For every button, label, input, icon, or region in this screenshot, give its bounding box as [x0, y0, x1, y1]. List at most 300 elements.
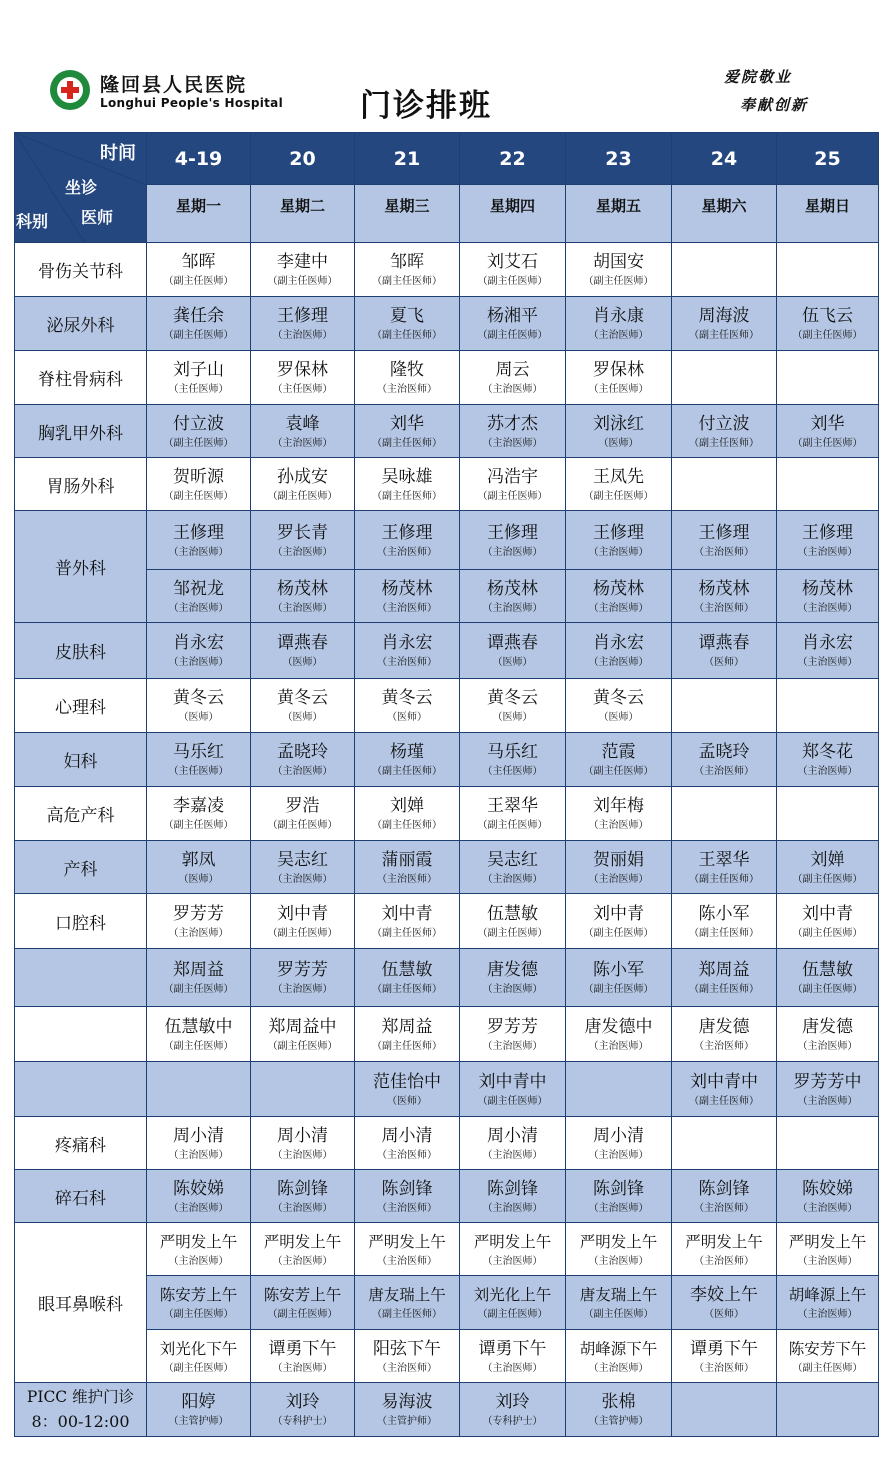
schedule-cell: [355, 1383, 460, 1437]
doctor-title: （副主任医师）: [792, 1362, 863, 1374]
schedule-cell: [147, 1007, 251, 1062]
date-header-row: [15, 133, 879, 185]
schedule-cell: [460, 405, 566, 458]
doctor-name: 刘光化上午: [473, 1286, 552, 1304]
doctor-name: 刘中青: [277, 903, 328, 924]
doctor-title: （副主任医师）: [583, 984, 654, 995]
schedule-cell: [460, 458, 566, 511]
doctor-name: 肖永宏: [381, 633, 433, 653]
schedule-cell: [355, 458, 460, 511]
schedule-cell: [251, 949, 355, 1007]
schedule-cell: [147, 1062, 251, 1117]
doctor-title: （副主任医师）: [792, 437, 863, 449]
schedule-cell: [777, 623, 879, 679]
doctor-name: 周小清: [593, 1125, 644, 1146]
schedule-cell: [355, 1117, 460, 1170]
doctor-name: 陈小军: [698, 903, 750, 924]
schedule-cell: [355, 297, 460, 351]
schedule-cell: [251, 570, 355, 623]
doctor-title: （副主任医师）: [372, 437, 442, 449]
doctor-name: 范佳怡中: [373, 1071, 441, 1092]
doctor-title: （副主任医师）: [583, 276, 654, 287]
doctor-title: （主治医师）: [168, 927, 229, 939]
doctor-name: 刘泳红: [593, 413, 644, 434]
schedule-cell: [251, 1276, 355, 1330]
schedule-row: [15, 1062, 879, 1117]
schedule-cell: [777, 1007, 879, 1062]
corner-doctor-label: 医师: [81, 208, 114, 227]
doctor-name: 黄冬云: [173, 688, 224, 708]
date-cell: 24: [672, 133, 777, 185]
schedule-cell: [251, 511, 355, 570]
doctor-name: 刘中青中: [690, 1071, 758, 1092]
doctor-name: 严明发上午: [685, 1232, 763, 1251]
schedule-cell: [566, 733, 672, 787]
doctor-title: （副主任医师）: [583, 766, 654, 777]
doctor-title: （主治医师）: [377, 1202, 437, 1214]
doctor-name: 刘中青: [802, 903, 853, 924]
department-label: 泌尿外科: [46, 316, 115, 336]
doctor-title: （主任医师）: [482, 766, 543, 777]
schedule-cell: [460, 1223, 566, 1276]
weekday-cell: 星期日: [777, 185, 879, 243]
schedule-cell: [147, 458, 251, 511]
doctor-name: 陈安芳下午: [788, 1339, 867, 1358]
schedule-cell: [251, 351, 355, 405]
schedule-cell: [460, 511, 566, 570]
doctor-title: （医师）: [492, 657, 533, 668]
doctor-title: （主治医师）: [694, 1362, 754, 1374]
schedule-cell: [777, 1170, 879, 1223]
doctor-title: （主治医师）: [168, 602, 229, 614]
schedule-cell: [777, 733, 879, 787]
doctor-name: 刘婵: [390, 796, 424, 816]
schedule-cell: [147, 949, 251, 1007]
doctor-title: （副主任医师）: [163, 490, 234, 502]
schedule-cell: [672, 949, 777, 1007]
schedule-row: [15, 1223, 879, 1276]
doctor-title: （副主任医师）: [477, 276, 548, 287]
doctor-title: （副主任医师）: [689, 437, 759, 449]
schedule-cell: [251, 297, 355, 351]
schedule-cell: [777, 679, 879, 733]
corner-dept-label: 科别: [16, 212, 49, 231]
doctor-name: 马乐红: [173, 742, 224, 762]
schedule-cell: [672, 1170, 777, 1223]
doctor-title: （副主任医师）: [792, 927, 863, 939]
date-cell: 4-19: [147, 133, 251, 185]
doctor-title: （专科护士）: [272, 1416, 333, 1427]
doctor-name: 王修理: [802, 522, 853, 543]
doctor-name: 肖永宏: [802, 633, 853, 653]
doctor-name: 谭燕春: [277, 633, 328, 653]
department-cell: [15, 511, 147, 623]
doctor-name: 贺丽娟: [593, 849, 644, 870]
doctor-title: （主治医师）: [168, 546, 229, 558]
doctor-name: 吴志红: [277, 849, 328, 870]
doctor-name: 范霞: [601, 742, 636, 762]
schedule-cell: [672, 351, 777, 405]
schedule-cell: [566, 1007, 672, 1062]
doctor-name: 邹祝龙: [173, 578, 224, 599]
doctor-name: 严明发上午: [159, 1232, 238, 1251]
doctor-title: （主治医师）: [272, 766, 333, 777]
doctor-name: 邹晖: [181, 252, 216, 272]
schedule-cell: [460, 297, 566, 351]
schedule-cell: [355, 787, 460, 841]
doctor-name: 刘华: [810, 413, 845, 434]
schedule-cell: [251, 458, 355, 511]
schedule-cell: [777, 570, 879, 623]
doctor-name: 罗保林: [593, 360, 644, 380]
schedule-cell: [566, 1330, 672, 1383]
doctor-title: （主治医师）: [168, 1202, 229, 1214]
schedule-cell: [566, 623, 672, 679]
doctor-name: 袁峰: [285, 413, 320, 434]
doctor-name: 隆牧: [390, 360, 424, 380]
doctor-name: 谭勇下午: [268, 1338, 337, 1359]
schedule-row: [15, 1170, 879, 1223]
schedule-cell: [147, 841, 251, 894]
schedule-cell: [355, 243, 460, 297]
department-label: 口腔科: [55, 913, 106, 934]
schedule-cell: [460, 949, 566, 1007]
doctor-name: 杨茂林: [487, 578, 538, 599]
doctor-name: 伍慧敏: [381, 960, 433, 980]
doctor-title: （主管护师）: [377, 1416, 437, 1427]
department-label: 脊柱骨病科: [38, 370, 123, 390]
schedule-cell: [251, 733, 355, 787]
schedule-cell: [147, 351, 251, 405]
doctor-title: （主治医师）: [694, 766, 754, 777]
schedule-cell: [355, 679, 460, 733]
department-label: PICC 维护门诊: [26, 1388, 135, 1406]
schedule-cell: [251, 1170, 355, 1223]
doctor-title: （主治医师）: [377, 602, 437, 614]
doctor-title: （副主任医师）: [267, 276, 338, 287]
schedule-cell: [147, 243, 251, 297]
doctor-title: （主治医师）: [377, 657, 437, 668]
schedule-cell: [566, 511, 672, 570]
department-cell: [15, 1223, 147, 1383]
doctor-name: 陈安芳上午: [159, 1286, 238, 1304]
department-cell: [15, 949, 147, 1007]
schedule-cell: [672, 1117, 777, 1170]
doctor-title: （副主任医师）: [163, 276, 234, 287]
doctor-title: （主治医师）: [272, 1362, 333, 1374]
schedule-cell: [355, 1170, 460, 1223]
schedule-cell: [355, 1007, 460, 1062]
doctor-name: 吴咏雄: [381, 466, 433, 487]
schedule-cell: [460, 841, 566, 894]
motto-line-1: 爱院敬业: [724, 68, 793, 86]
doctor-title: （主治医师）: [272, 1255, 333, 1267]
doctor-name: 陈剑锋: [487, 1178, 538, 1199]
schedule-cell: [672, 733, 777, 787]
doctor-name: 刘年梅: [593, 796, 644, 816]
schedule-cell: [147, 511, 251, 570]
schedule-cell: [777, 894, 879, 949]
doctor-name: 夏飞: [390, 306, 424, 326]
schedule-cell: [251, 787, 355, 841]
schedule-cell: [672, 623, 777, 679]
doctor-title: （主治医师）: [694, 1040, 754, 1052]
schedule-cell: [460, 1330, 566, 1383]
schedule-cell: [672, 1062, 777, 1117]
doctor-title: （副主任医师）: [267, 1309, 338, 1320]
doctor-title: （副主任医师）: [372, 766, 442, 777]
doctor-title: （副主任医师）: [477, 927, 548, 939]
department-label: 高危产科: [46, 806, 115, 826]
doctor-title: （主治医师）: [588, 873, 649, 885]
doctor-title: （主治医师）: [168, 1255, 229, 1267]
schedule-cell: [460, 351, 566, 405]
doctor-title: （主任医师）: [272, 384, 333, 395]
weekday-cell: 星期六: [672, 185, 777, 243]
doctor-name: 伍飞云: [802, 306, 853, 326]
doctor-title: （副主任医师）: [163, 437, 234, 449]
date-cell: 20: [251, 133, 355, 185]
schedule-cell: [147, 570, 251, 623]
doctor-title: （副主任医师）: [267, 820, 338, 831]
doctor-title: （主治医师）: [797, 1095, 858, 1107]
schedule-cell: [460, 733, 566, 787]
doctor-title: （主治医师）: [588, 1040, 649, 1052]
doctor-title: （副主任医师）: [477, 820, 548, 831]
department-cell: [15, 458, 147, 511]
corner-time-label: 时间: [100, 143, 136, 164]
schedule-cell: [355, 405, 460, 458]
doctor-name: 唐发德: [487, 960, 538, 980]
doctor-name: 郑周益: [381, 1016, 433, 1037]
doctor-name: 胡峰源上午: [788, 1286, 867, 1304]
doctor-name: 李姣上午: [690, 1285, 758, 1305]
doctor-name: 伍慧敏: [487, 903, 538, 924]
schedule-row: [15, 405, 879, 458]
doctor-name: 杨湘平: [487, 306, 538, 326]
doctor-name: 王凤先: [593, 466, 644, 487]
doctor-name: 孟晓玲: [277, 742, 328, 762]
doctor-title: （主治医师）: [588, 330, 649, 341]
doctor-title: （主管护师）: [588, 1416, 649, 1427]
schedule-row: [15, 1383, 879, 1437]
doctor-title: （主治医师）: [377, 1149, 437, 1161]
department-cell: [15, 894, 147, 949]
hospital-logo-icon: [50, 70, 90, 110]
doctor-name: 唐发德中: [584, 1016, 653, 1037]
doctor-title: （副主任医师）: [372, 1309, 442, 1320]
schedule-cell: [147, 1223, 251, 1276]
doctor-name: 张棉: [601, 1392, 636, 1412]
doctor-name: 伍慧敏中: [164, 1016, 233, 1037]
doctor-name: 伍慧敏: [802, 960, 853, 980]
doctor-title: （副主任医师）: [477, 1095, 548, 1107]
doctor-name: 杨茂林: [277, 578, 328, 599]
doctor-name: 杨茂林: [381, 578, 433, 599]
doctor-name: 刘玲: [495, 1392, 530, 1412]
doctor-name: 罗芳芳中: [793, 1071, 862, 1092]
department-label: 妇科: [63, 752, 98, 772]
schedule-cell: [777, 1276, 879, 1330]
schedule-cell: [355, 351, 460, 405]
schedule-cell: [251, 1383, 355, 1437]
schedule-cell: [251, 894, 355, 949]
schedule-cell: [777, 841, 879, 894]
doctor-name: 胡峰源下午: [579, 1339, 658, 1358]
date-cell: 25: [777, 133, 879, 185]
doctor-name: 阳弦下午: [373, 1338, 441, 1359]
doctor-name: 郑周益: [173, 960, 224, 980]
doctor-name: 王修理: [277, 306, 328, 326]
schedule-cell: [672, 297, 777, 351]
department-label: 骨伤关节科: [38, 262, 123, 282]
schedule-row: [15, 841, 879, 894]
department-label: 疼痛科: [55, 1135, 106, 1156]
doctor-name: 唐友瑞上午: [579, 1286, 658, 1304]
doctor-title: （医师）: [492, 712, 533, 723]
doctor-title: （主任医师）: [168, 766, 229, 777]
doctor-name: 罗长青: [277, 522, 328, 543]
department-cell: [15, 679, 147, 733]
doctor-title: （副主任医师）: [163, 984, 234, 995]
doctor-title: （主治医师）: [272, 873, 333, 885]
schedule-cell: [460, 1117, 566, 1170]
department-cell: [15, 1117, 147, 1170]
doctor-name: 龚任余: [173, 306, 224, 326]
doctor-name: 王修理: [381, 522, 433, 543]
doctor-name: 黄冬云: [381, 688, 433, 708]
doctor-name: 周云: [495, 360, 530, 380]
doctor-title: （主治医师）: [272, 330, 333, 341]
doctor-name: 严明发上午: [263, 1232, 342, 1251]
corner-header-cell: [15, 133, 147, 243]
doctor-title: （副主任医师）: [372, 820, 442, 831]
doctor-name: 冯浩宇: [487, 466, 538, 487]
doctor-title: （副主任医师）: [372, 490, 442, 502]
schedule-cell: [672, 679, 777, 733]
doctor-name: 刘中青: [593, 903, 644, 924]
schedule-cell: [355, 623, 460, 679]
schedule-cell: [566, 949, 672, 1007]
doctor-title: （主治医师）: [272, 602, 333, 614]
corner-sit-label: 坐诊: [65, 178, 98, 197]
doctor-name: 罗芳芳: [487, 1016, 538, 1037]
doctor-title: （主任医师）: [168, 384, 229, 395]
doctor-title: （主治医师）: [797, 1202, 858, 1214]
doctor-title: （副主任医师）: [477, 490, 548, 502]
doctor-title: （主治医师）: [797, 1309, 858, 1320]
schedule-cell: [147, 297, 251, 351]
schedule-cell: [460, 1007, 566, 1062]
doctor-name: 邹晖: [390, 252, 424, 272]
doctor-title: （专科护士）: [482, 1416, 543, 1427]
doctor-title: （副主任医师）: [372, 1040, 442, 1052]
doctor-title: （副主任医师）: [477, 1309, 548, 1320]
doctor-title: （副主任医师）: [583, 1309, 654, 1320]
schedule-cell: [777, 1223, 879, 1276]
schedule-cell: [251, 1007, 355, 1062]
doctor-name: 王修理: [173, 522, 224, 543]
doctor-name: 谭燕春: [487, 633, 538, 653]
doctor-title: （主治医师）: [272, 437, 333, 449]
doctor-title: （副主任医师）: [163, 1362, 234, 1374]
doctor-name: 黄冬云: [277, 688, 328, 708]
doctor-name: 王修理: [487, 522, 538, 543]
weekday-cell: 星期三: [355, 185, 460, 243]
schedule-cell: [672, 458, 777, 511]
schedule-cell: [672, 511, 777, 570]
schedule-row: [15, 511, 879, 570]
doctor-title: （主治医师）: [588, 1202, 649, 1214]
schedule-cell: [460, 1383, 566, 1437]
department-cell: [15, 623, 147, 679]
schedule-row: [15, 351, 879, 405]
doctor-name: 杨茂林: [802, 578, 853, 599]
doctor-title: （主治医师）: [588, 657, 649, 668]
doctor-title: （主治医师）: [797, 602, 858, 614]
doctor-name: 严明发上午: [473, 1232, 552, 1251]
doctor-title: （主治医师）: [168, 657, 229, 668]
doctor-title: （医师）: [387, 712, 427, 723]
schedule-cell: [147, 623, 251, 679]
schedule-cell: [566, 841, 672, 894]
doctor-title: （主治医师）: [694, 1202, 754, 1214]
doctor-name: 黄冬云: [593, 688, 644, 708]
doctor-name: 杨瑾: [390, 742, 424, 762]
doctor-title: （主治医师）: [482, 546, 543, 558]
doctor-name: 刘中青中: [478, 1071, 547, 1092]
doctor-name: 孟晓玲: [698, 742, 750, 762]
doctor-title: （主治医师）: [272, 984, 333, 995]
schedule-row: [15, 894, 879, 949]
doctor-name: 吴志红: [487, 849, 538, 870]
hospital-name-cn: 隆回县人民医院: [100, 74, 248, 96]
doctor-name: 严明发上午: [579, 1232, 658, 1251]
doctor-title: （主治医师）: [797, 766, 858, 777]
doctor-name: 刘子山: [173, 360, 224, 380]
department-label: 皮肤科: [55, 643, 106, 663]
doctor-name: 陈姣娣: [173, 1178, 224, 1199]
schedule-cell: [251, 623, 355, 679]
doctor-title: （主治医师）: [482, 437, 543, 449]
schedule-cell: [777, 949, 879, 1007]
department-cell: [15, 841, 147, 894]
doctor-name: 肖永宏: [593, 633, 644, 653]
doctor-name: 郑周益: [698, 960, 750, 980]
schedule-cell: [672, 841, 777, 894]
doctor-name: 王翠华: [487, 796, 538, 816]
date-cell: 22: [460, 133, 566, 185]
schedule-cell: [355, 511, 460, 570]
doctor-name: 郭凤: [181, 849, 216, 870]
doctor-name: 严明发上午: [788, 1232, 867, 1251]
doctor-name: 肖永宏: [173, 633, 224, 653]
schedule-cell: [355, 1223, 460, 1276]
schedule-cell: [147, 1170, 251, 1223]
doctor-name: 李嘉凌: [173, 796, 224, 816]
doctor-title: （主治医师）: [797, 1040, 858, 1052]
doctor-title: （副主任医师）: [583, 927, 654, 939]
schedule-cell: [566, 405, 672, 458]
schedule-cell: [777, 787, 879, 841]
department-label: 碎石科: [55, 1188, 106, 1209]
department-cell: [15, 787, 147, 841]
doctor-name: 罗保林: [277, 360, 328, 380]
doctor-title: （主治医师）: [482, 873, 543, 885]
schedule-cell: [777, 1062, 879, 1117]
doctor-title: （副主任医师）: [583, 490, 654, 502]
schedule-row: [15, 1117, 879, 1170]
